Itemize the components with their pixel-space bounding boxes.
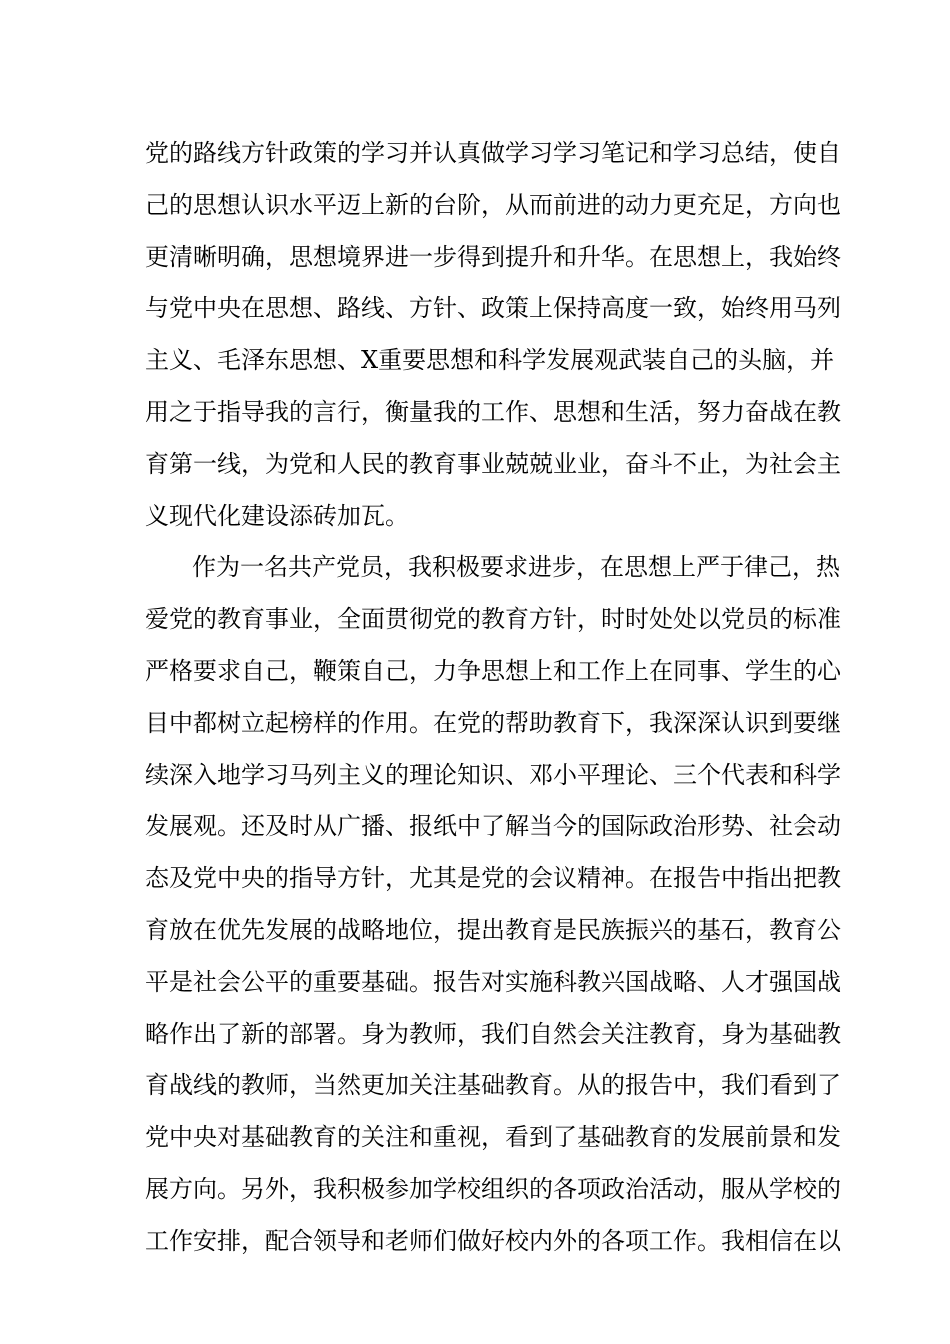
text-line: 发展观。还及时从广播、报纸中了解当今的国际政治形势、社会动 [145,812,841,841]
text-line: 爱党的教育事业，全面贯彻党的教育方针，时时处处以党员的标准 [145,605,841,634]
body-text [145,128,841,1268]
text-line: 党的路线方针政策的学习并认真做学习学习笔记和学习总结，使自 [145,139,841,167]
text-line: 主义、毛泽东思想、X重要思想和科学发展观武装自己的头脑，并 [145,346,835,375]
text-line: 育第一线，为党和人民的教育事业兢兢业业，奋斗不止，为社会主 [145,449,841,478]
text-line: 工作安排，配合领导和老师们做好校内外的各项工作。我相信在以 [145,1226,841,1255]
text-line: 更清晰明确，思想境界进一步得到提升和升华。在思想上，我始终 [145,242,841,271]
text-line: 略作出了新的部署。身为教师，我们自然会关注教育，身为基础教 [145,1019,841,1048]
text-line: 育放在优先发展的战略地位，提出教育是民族振兴的基石，教育公 [145,915,841,944]
text-line: 作为一名共产党员，我积极要求进步，在思想上严于律己，热 [192,553,840,582]
text-line: 态及党中央的指导方针，尤其是党的会议精神。在报告中指出把教 [145,864,841,893]
text-line: 党中央对基础教育的关注和重视，看到了基础教育的发展前景和发 [145,1123,841,1152]
text-line: 己的思想认识水平迈上新的台阶，从而前进的动力更充足，方向也 [145,190,841,219]
text-line: 育战线的教师，当然更加关注基础教育。从的报告中，我们看到了 [145,1071,841,1100]
text-line: 续深入地学习马列主义的理论知识、邓小平理论、三个代表和科学 [145,760,841,789]
text-line: 平是社会公平的重要基础。报告对实施科教兴国战略、人才强国战 [145,967,841,996]
text-line: 义现代化建设添砖加瓦。 [145,501,409,530]
text-line: 展方向。另外，我积极参加学校组织的各项政治活动，服从学校的 [145,1174,841,1203]
text-line: 目中都树立起榜样的作用。在党的帮助教育下，我深深认识到要继 [145,708,841,737]
text-line: 严格要求自己，鞭策自己，力争思想上和工作上在同事、学生的心 [145,656,841,685]
text-line: 与党中央在思想、路线、方针、政策上保持高度一致，始终用马列 [145,294,841,323]
text-line: 用之于指导我的言行，衡量我的工作、思想和生活，努力奋战在教 [145,397,841,426]
